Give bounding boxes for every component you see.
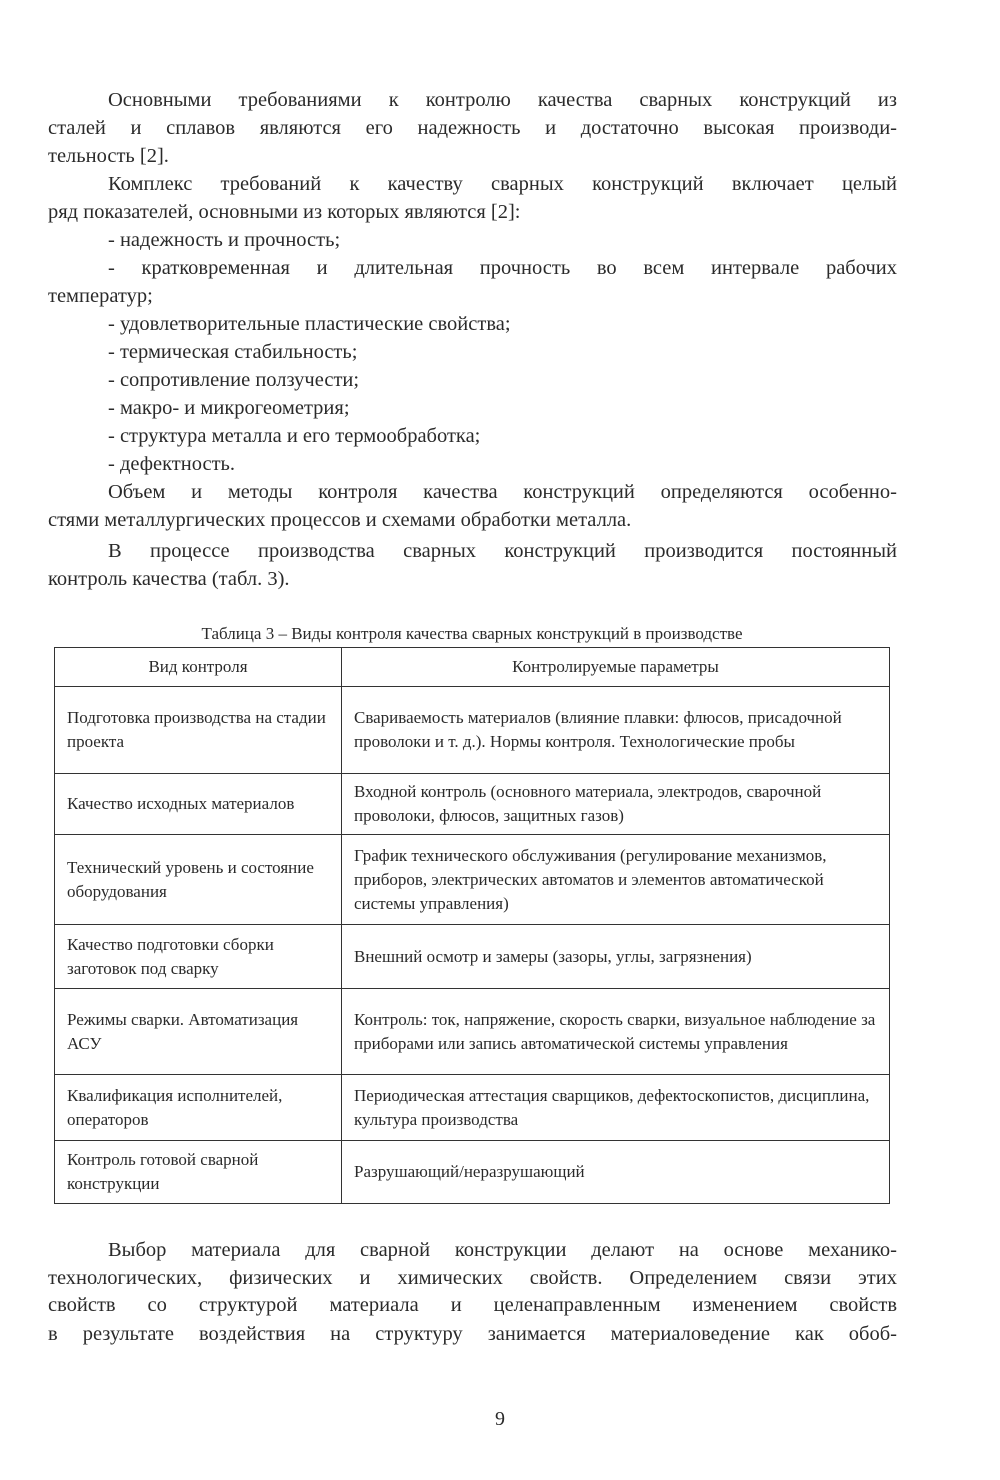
list-item: - макро- и микрогеометрия; (108, 397, 350, 419)
list-item: - удовлетворительные пластические свойства; (108, 313, 511, 335)
table-cell: Технический уровень и состояние оборудования (55, 835, 342, 925)
paragraph-line: Выбор материала для сварной конструкции делают на основе механико- (108, 1239, 897, 1261)
table-row (55, 774, 890, 835)
control-types-table (54, 647, 890, 1204)
paragraph-line: сталей и сплавов являются его надежность и достаточно высокая производи- (48, 117, 897, 139)
paragraph-line: Основными требованиями к контролю качества сварных конструкций из (108, 89, 897, 111)
paragraph-line: технологических, физических и химических свойств. Определением связи этих (48, 1267, 897, 1289)
list-item: - термическая стабильность; (108, 341, 358, 363)
table-cell: Контроль: ток, напряжение, скорость сварки, визуальное наблюдение за приборами или запись автоматической системы управления (342, 989, 890, 1075)
table-cell: Квалификация исполнителей, операторов (55, 1075, 342, 1141)
table-cell: Качество исходных материалов (55, 774, 342, 835)
table-cell: График технического обслуживания (регулирование механизмов, приборов, электрических автоматов и элементов автоматической системы управления) (342, 835, 890, 925)
paragraph-line: стями металлургических процессов и схемами обработки металла. (48, 509, 632, 531)
table-row (55, 835, 890, 925)
table-cell: Свариваемость материалов (влияние плавки: флюсов, присадочной проволоки и т. д.). Нормы контроля. Технологические пробы (342, 687, 890, 774)
table-cell: Внешний осмотр и замеры (зазоры, углы, загрязнения) (342, 925, 890, 989)
table-cell: Подготовка производства на стадии проекта (55, 687, 342, 774)
page-number: 9 (495, 1408, 505, 1430)
paragraph-line: в результате воздействия на структуру занимается материаловедение как обоб- (48, 1323, 897, 1345)
paragraph-line: свойств со структурой материала и целенаправленным изменением свойств (48, 1294, 897, 1316)
paragraph-line: Комплекс требований к качеству сварных конструкций включает целый (108, 173, 897, 195)
table-row (55, 1141, 890, 1204)
paragraph-line: Объем и методы контроля качества конструкций определяются особенно- (108, 481, 897, 503)
table-caption: Таблица 3 – Виды контроля качества сварных конструкций в производстве (201, 624, 743, 643)
list-item: - дефектность. (108, 453, 236, 475)
table-cell: Качество подготовки сборки заготовок под сварку (55, 925, 342, 989)
table-header-row (55, 648, 890, 687)
paragraph-line: В процессе производства сварных конструкций производится постоянный (108, 540, 897, 562)
list-item: - сопротивление ползучести; (108, 369, 360, 391)
table-row (55, 989, 890, 1075)
table-header: Контролируемые параметры (342, 648, 890, 687)
paragraph-line: контроль качества (табл. 3). (48, 568, 290, 590)
table-header: Вид контроля (55, 648, 342, 687)
table-row (55, 687, 890, 774)
list-item: температур; (48, 285, 153, 307)
list-item: - надежность и прочность; (108, 229, 341, 251)
table-cell: Контроль готовой сварной конструкции (55, 1141, 342, 1204)
table-row (55, 925, 890, 989)
paragraph-line: ряд показателей, основными из которых являются [2]: (48, 201, 521, 223)
list-item: - кратковременная и длительная прочность во всем интервале рабочих (108, 257, 897, 279)
list-item: - структура металла и его термообработка; (108, 425, 481, 447)
table-cell: Периодическая аттестация сварщиков, дефектоскопистов, дисциплина, культура производства (342, 1075, 890, 1141)
paragraph-line: тельность [2]. (48, 145, 169, 167)
table-row (55, 1075, 890, 1141)
table-cell: Режимы сварки. Автоматизация АСУ (55, 989, 342, 1075)
table-cell: Входной контроль (основного материала, электродов, сварочной проволоки, флюсов, защитных газов) (342, 774, 890, 835)
table-cell: Разрушающий/неразрушающий (342, 1141, 890, 1204)
